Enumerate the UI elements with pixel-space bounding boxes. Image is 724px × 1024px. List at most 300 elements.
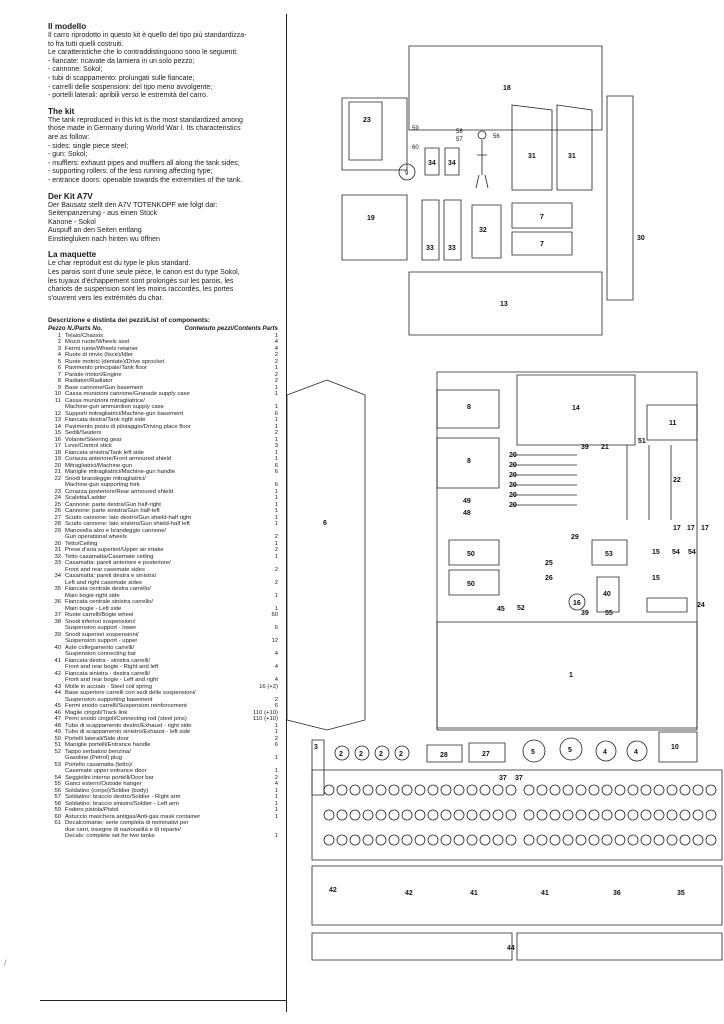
part-description: Paratie motori/Engine bbox=[65, 371, 122, 378]
part-label: 34 bbox=[448, 160, 456, 167]
wheel-outline bbox=[706, 835, 716, 845]
part-description: Suspension connecting bar bbox=[65, 651, 137, 658]
contents-header: Contenuto pezzi/Contents Parts bbox=[184, 325, 278, 333]
part-quantity: 6 bbox=[274, 469, 278, 476]
part-number: 30 bbox=[54, 540, 61, 547]
part-number: 38 bbox=[54, 618, 61, 625]
wheel-outline bbox=[693, 835, 703, 845]
part-description: Fermi ruote/Wheels retainer bbox=[65, 345, 139, 352]
part-label: 29 bbox=[571, 534, 579, 541]
part-label: 41 bbox=[541, 890, 549, 897]
part-description: Gun operational wheels bbox=[65, 534, 127, 541]
wheel-outline bbox=[628, 835, 638, 845]
part-label: 34 bbox=[428, 160, 436, 167]
part-quantity: 4 bbox=[274, 339, 278, 346]
part-number: 22 bbox=[54, 475, 61, 482]
part-number: 9 bbox=[57, 384, 61, 391]
part-description: Manovella alzo e brandeggio cannone/ bbox=[65, 527, 167, 534]
part-number: 34 bbox=[54, 573, 61, 580]
wheel-outline bbox=[350, 835, 360, 845]
part-quantity: 2 bbox=[274, 352, 278, 359]
part-quantity: 1 bbox=[274, 456, 278, 463]
part-description: Molle in acciaio - Steel coil spring bbox=[65, 683, 153, 690]
part-quantity: 2 bbox=[274, 358, 278, 365]
part-quantity: 1 bbox=[274, 755, 278, 762]
part-description: Decalcomanie: serie completa di nominativi per bbox=[65, 820, 189, 827]
wheel-outline bbox=[615, 785, 625, 795]
wheel-outline bbox=[415, 810, 425, 820]
wheel-outline bbox=[480, 835, 490, 845]
part-number: 28 bbox=[54, 521, 61, 528]
wheel-outline bbox=[428, 835, 438, 845]
part-label: 16 bbox=[573, 600, 581, 607]
part-number: 29 bbox=[54, 527, 61, 534]
part-number: 20 bbox=[54, 462, 61, 469]
part-label: 20 bbox=[509, 452, 517, 459]
part-number: 24 bbox=[54, 495, 61, 502]
part-number: 36 bbox=[54, 599, 61, 606]
part-quantity: 1 bbox=[274, 592, 278, 599]
part-label: 21 bbox=[601, 444, 609, 451]
part-number: 7 bbox=[57, 371, 61, 378]
part-description: Fiancata sinistra/Tank left side bbox=[65, 449, 144, 456]
wheel-outline bbox=[376, 785, 386, 795]
part-label: 41 bbox=[470, 890, 478, 897]
part-label: 27 bbox=[482, 751, 490, 758]
part-description: Maniglie portelli/Entrance handle bbox=[65, 742, 151, 749]
wheel-outline bbox=[324, 810, 334, 820]
part-label: 20 bbox=[509, 492, 517, 499]
part-description: Suspension support - lower bbox=[65, 625, 137, 632]
wheel-outline bbox=[324, 835, 334, 845]
wheel-outline bbox=[376, 810, 386, 820]
section-body: Le char reproduit est du type le plus standard. Les parois sont d'une seule pièce, le canon est du type Sokol, les tuyaux d'échappement sont prolongés sur les parois, les chariots de suspension sont les moins raccordés, les portes s'ouvrent vers les extrémités du char. bbox=[48, 260, 240, 302]
part-number: 14 bbox=[54, 423, 61, 430]
part-quantity: 1 bbox=[274, 800, 278, 807]
section-title: The kit bbox=[48, 106, 75, 116]
wheel-outline bbox=[428, 810, 438, 820]
part-number: 26 bbox=[54, 508, 61, 515]
wheel-outline bbox=[654, 835, 664, 845]
wheel-outline bbox=[680, 810, 690, 820]
part-description: Fermi snodo carrelli/Suspension reinforcement bbox=[65, 703, 187, 710]
part-quantity: 2 bbox=[274, 566, 278, 573]
part-quantity: 1 bbox=[274, 488, 278, 495]
part-description: Front and rear casemate sides bbox=[65, 566, 145, 573]
part-description: Fiancata centrale sinistra carrello/ bbox=[65, 599, 154, 606]
bogie-wheels bbox=[324, 785, 716, 845]
bottom-rule bbox=[40, 1000, 286, 1001]
part-label: 59 bbox=[412, 126, 419, 132]
wheel-outline bbox=[506, 810, 516, 820]
part-number: 35 bbox=[54, 586, 61, 593]
part-label: 57 bbox=[456, 137, 463, 143]
wheel-outline bbox=[363, 810, 373, 820]
sheet-3-labels bbox=[314, 744, 685, 952]
part-quantity: 1 bbox=[274, 794, 278, 801]
wheel-outline bbox=[363, 835, 373, 845]
part-number: 54 bbox=[54, 774, 61, 781]
part-number: 49 bbox=[54, 729, 61, 736]
part-description: Main bogie-right side bbox=[65, 592, 120, 599]
part-description: Tubo di scappamento destro/Exhaust - right side bbox=[65, 722, 192, 729]
parts-diagram bbox=[287, 0, 724, 1024]
part-description: Sedili/Seaters bbox=[65, 430, 102, 437]
wheel-outline bbox=[350, 810, 360, 820]
part-quantity: 1 bbox=[274, 787, 278, 794]
wheel-outline bbox=[641, 785, 651, 795]
part-description: Fodero pistola/Pistol bbox=[65, 807, 119, 814]
part-label: 42 bbox=[329, 887, 337, 894]
part-label: 37 bbox=[499, 775, 507, 782]
wheel-outline bbox=[376, 835, 386, 845]
wheel-outline bbox=[550, 810, 560, 820]
wheel-outline bbox=[454, 810, 464, 820]
part-label: 6 bbox=[323, 520, 327, 527]
part-number: 4 bbox=[57, 352, 61, 359]
part-quantity: 60 bbox=[271, 612, 278, 619]
part-number: 18 bbox=[54, 449, 61, 456]
wheel-outline bbox=[506, 835, 516, 845]
part-quantity: 2 bbox=[274, 547, 278, 554]
part-description: Ruote motrici (dentate)/Drive sprocket bbox=[65, 358, 165, 365]
part-quantity: 2 bbox=[274, 774, 278, 781]
part-description: Cannone: parte sinistra/Gun half-left bbox=[65, 508, 160, 515]
part-number: 8 bbox=[57, 378, 61, 385]
wheel-outline bbox=[389, 835, 399, 845]
part-label: 52 bbox=[517, 605, 525, 612]
part-label: 50 bbox=[467, 551, 475, 558]
components-list bbox=[48, 333, 278, 840]
wheel-outline bbox=[563, 810, 573, 820]
part-label: 2 bbox=[359, 751, 363, 758]
wheel-outline bbox=[480, 785, 490, 795]
part-label: 33 bbox=[426, 245, 434, 252]
part-description: Pavimento principale/Tank floor bbox=[65, 365, 147, 372]
margin-mark: / bbox=[4, 958, 7, 968]
part-number: 10 bbox=[54, 391, 61, 398]
part-quantity: 1 bbox=[274, 332, 278, 339]
wheel-outline bbox=[706, 810, 716, 820]
part-number: 50 bbox=[54, 735, 61, 742]
part-label: 48 bbox=[463, 510, 471, 517]
part-label: 55 bbox=[605, 610, 613, 617]
part-quantity: 2 bbox=[274, 579, 278, 586]
part-label: 30 bbox=[637, 235, 645, 242]
part-label: 11 bbox=[669, 420, 677, 427]
part-quantity: 110 (+10) bbox=[253, 709, 278, 716]
part-label: 4 bbox=[634, 749, 638, 756]
part-quantity: 1 bbox=[274, 521, 278, 528]
part-quantity: 1 bbox=[274, 722, 278, 729]
part-label: 20 bbox=[509, 482, 517, 489]
part-quantity: 16 (+2) bbox=[259, 683, 278, 690]
part-label: 20 bbox=[509, 472, 517, 479]
part-number: 2 bbox=[57, 339, 61, 346]
part-description: Corazza posteriore/Rear armoured shield bbox=[65, 488, 174, 495]
components-subheading bbox=[48, 325, 278, 333]
part-description: Portello casamatta (tetto)/ bbox=[65, 761, 133, 768]
part-label: 36 bbox=[613, 890, 621, 897]
part-label: 28 bbox=[440, 752, 448, 759]
wheel-outline bbox=[654, 785, 664, 795]
part-number: 32 bbox=[54, 553, 61, 560]
part-description: Cannone: parte destra/Gun half-right bbox=[65, 501, 161, 508]
wheel-outline bbox=[493, 835, 503, 845]
part-label: 17 bbox=[687, 525, 695, 532]
part-description: Corazza anteriore/Front armoured shield bbox=[65, 456, 172, 463]
part-description: due carri, insegne di nazionalità e di reparto/ bbox=[65, 826, 181, 833]
wheel-outline bbox=[550, 785, 560, 795]
part-label: 7 bbox=[540, 214, 544, 221]
wheel-outline bbox=[615, 835, 625, 845]
wheel-outline bbox=[589, 810, 599, 820]
part-label: 8 bbox=[467, 404, 471, 411]
part-label: 51 bbox=[638, 438, 646, 445]
part-number: 6 bbox=[57, 365, 61, 372]
part-description: Front and rear bogie - Left and right bbox=[65, 677, 158, 684]
part-quantity: 110 (+10) bbox=[253, 716, 278, 723]
part-description: Perni snodo cingoli/Connecting rod (steel pins) bbox=[65, 716, 187, 723]
wheel-outline bbox=[467, 810, 477, 820]
sheet-1-labels bbox=[363, 85, 645, 308]
part-number: 40 bbox=[54, 644, 61, 651]
part-number: 17 bbox=[54, 443, 61, 450]
part-number: 13 bbox=[54, 417, 61, 424]
part-number: 33 bbox=[54, 560, 61, 567]
wheel-outline bbox=[524, 835, 534, 845]
part-number: 59 bbox=[54, 807, 61, 814]
wheel-outline bbox=[524, 785, 534, 795]
part-description: Soldatino: braccio destro/Soldier - Right arm bbox=[65, 794, 181, 801]
part-description: Maglie cingoli/Track link bbox=[65, 709, 128, 716]
wheel-outline bbox=[667, 785, 677, 795]
part-quantity: 1 bbox=[274, 365, 278, 372]
part-quantity: 1 bbox=[274, 605, 278, 612]
part-label: 1 bbox=[569, 672, 573, 679]
wheel-outline bbox=[441, 785, 451, 795]
part-description: Cassa munizioni mitragliatrice/ bbox=[65, 397, 145, 404]
part-number: 37 bbox=[54, 612, 61, 619]
part-description: Tetto/Ceiling bbox=[65, 540, 98, 547]
part-number: 23 bbox=[54, 488, 61, 495]
wheel-outline bbox=[667, 810, 677, 820]
wheel-outline bbox=[402, 785, 412, 795]
part-label: 54 bbox=[688, 549, 696, 556]
part-number: 11 bbox=[54, 397, 61, 404]
part-number: 5 bbox=[57, 358, 61, 365]
part-description: Ganci esterni/Outside hanger bbox=[65, 781, 142, 788]
part-label: 39 bbox=[581, 610, 589, 617]
part-label: 42 bbox=[405, 890, 413, 897]
part-number: 27 bbox=[54, 514, 61, 521]
part-label: 10 bbox=[671, 744, 679, 751]
section-body: The tank reproduced in this kit is the most standardized among those made in Germany during World War I. Its characteristics are as follow: - sides: single piece steel; - gun: Sokol; - mufflers: exhaust pipes and mufflers all along the tank sides; - supporting rollers: of the less running affecting type; - entrance doors: openable towards the extremities of the tank. bbox=[48, 116, 243, 184]
wheel-outline bbox=[706, 785, 716, 795]
section-title: Il modello bbox=[48, 22, 87, 31]
part-description: Snodi inferiori sospensioni/ bbox=[65, 618, 136, 625]
part-description: Left and right casemate sides bbox=[65, 579, 142, 586]
part-number: 41 bbox=[54, 657, 61, 664]
part-number: 55 bbox=[54, 781, 61, 788]
wheel-outline bbox=[563, 785, 573, 795]
part-quantity: 4 bbox=[274, 651, 278, 658]
part-label: 9 bbox=[405, 171, 409, 177]
part-label: 45 bbox=[497, 606, 505, 613]
part-description: Telaio/Chassis bbox=[65, 332, 103, 339]
part-description: Suspension support - upper bbox=[65, 638, 138, 645]
part-description: Mitragliatrici/Machine-gun bbox=[65, 462, 133, 469]
section-title: Der Kit A7V bbox=[48, 191, 93, 201]
part-description: Main bogie - Left side bbox=[65, 605, 122, 612]
wheel-outline bbox=[602, 835, 612, 845]
wheel-outline bbox=[493, 810, 503, 820]
part-label: 58 bbox=[456, 129, 463, 135]
part-label: 53 bbox=[605, 551, 613, 558]
part-quantity: 4 bbox=[274, 664, 278, 671]
part-label: 2 bbox=[399, 751, 403, 758]
part-quantity: 2 bbox=[274, 371, 278, 378]
part-label: 5 bbox=[568, 747, 572, 754]
part-description: Base superiore carrelli con sedi delle sospensioni/ bbox=[65, 690, 196, 697]
part-number bbox=[48, 833, 65, 840]
wheel-outline bbox=[576, 810, 586, 820]
part-description: Fiancata destra/Tank right side bbox=[65, 417, 146, 424]
part-number: 52 bbox=[54, 748, 61, 755]
description-sections bbox=[48, 22, 278, 303]
part-label: 56 bbox=[493, 134, 500, 140]
part-label: 7 bbox=[540, 241, 544, 248]
part-description: Casamatta: pareti destra e sinistra/ bbox=[65, 573, 157, 580]
part-label: 5 bbox=[531, 749, 535, 756]
part-number: 44 bbox=[54, 690, 61, 697]
part-description: Fiancata centrale destra carrello/ bbox=[65, 586, 151, 593]
wheel-outline bbox=[680, 835, 690, 845]
part-description: Tetto casamatta/Casemate ceiling bbox=[65, 553, 154, 560]
part-number: 48 bbox=[54, 722, 61, 729]
part-description: Cassa munizioni cannone/Granade supply case bbox=[65, 391, 190, 398]
part-number: 21 bbox=[54, 469, 61, 476]
part-label: 49 bbox=[463, 498, 471, 505]
part-label: 54 bbox=[672, 549, 680, 556]
part-label: 18 bbox=[503, 85, 511, 92]
sheet-1-outlines bbox=[342, 46, 633, 335]
wheel-outline bbox=[667, 835, 677, 845]
part-description: Leve/Control stick bbox=[65, 443, 112, 450]
wheel-outline bbox=[576, 785, 586, 795]
part-quantity: 1 bbox=[274, 423, 278, 430]
part-number: 61 bbox=[54, 820, 61, 827]
part-quantity: 6 bbox=[274, 742, 278, 749]
part-label: 15 bbox=[652, 549, 660, 556]
wheel-outline bbox=[467, 785, 477, 795]
part-description: Soldatino: braccio sinistro/Soldier - Left arm bbox=[65, 800, 179, 807]
part-number: 16 bbox=[54, 436, 61, 443]
part-description: Ruote carrelli/Bogie wheel bbox=[65, 612, 134, 619]
part-description: Scaletta/Ladder bbox=[65, 495, 107, 502]
wheel-outline bbox=[563, 835, 573, 845]
section-body: Il carro riprodotto in questo kit è quello del tipo più standardizza- to fra tutti quelli costruiti. Le caratteristiche che lo contraddistinguono sono le seguenti: - fiancate: ricavate da lamiera in un solo pezzo; - cannone: Sokol; - tubi di scappamento: prolungati sulle fiancate; - carrelli delle sospensioni: del tipo meno avvolgente; - portelli laterali: apribili verso le estremità del carro. bbox=[48, 32, 247, 100]
wheel-outline bbox=[602, 810, 612, 820]
wheel-outline bbox=[389, 785, 399, 795]
part-label: 3 bbox=[314, 744, 318, 751]
wheel-outline bbox=[628, 810, 638, 820]
part-quantity: 4 bbox=[274, 677, 278, 684]
part-description: Portelli laterali/Side door bbox=[65, 735, 129, 742]
part-label: 31 bbox=[568, 153, 576, 160]
component-row bbox=[48, 833, 278, 840]
part-quantity: 2 bbox=[274, 735, 278, 742]
part-description: Snodi brandeggio mitragliatrici/ bbox=[65, 475, 146, 482]
wheel-outline bbox=[576, 835, 586, 845]
part-quantity: 2 bbox=[274, 534, 278, 541]
section-body: Der Bausatz stellt den A7V TOTENKOPF wie folgt dar: Seitenpanzerung - aus einen Stück Kanone - Sokol Auspuff an den Seiten entlang Einstiegluken nach hinten wu öffnen bbox=[48, 201, 218, 243]
part-quantity: 1 bbox=[274, 553, 278, 560]
part-label: 26 bbox=[545, 575, 553, 582]
wheel-outline bbox=[537, 835, 547, 845]
part-label: 39 bbox=[581, 444, 589, 451]
part-quantity: 6 bbox=[274, 462, 278, 469]
wheel-outline bbox=[428, 785, 438, 795]
part-number: 42 bbox=[54, 670, 61, 677]
part-number: 3 bbox=[57, 345, 61, 352]
part-description: Tubo di scappamento sinistro/Exhaust - left side bbox=[65, 729, 191, 736]
part-description: Scudo cannone: lato sinistro/Gun shield-half left bbox=[65, 521, 190, 528]
part-label: 35 bbox=[677, 890, 685, 897]
part-number: 12 bbox=[54, 410, 61, 417]
wheel-outline bbox=[550, 835, 560, 845]
part-quantity: 1 bbox=[274, 391, 278, 398]
wheel-outline bbox=[641, 835, 651, 845]
part-label: 44 bbox=[507, 945, 515, 952]
part-label: 33 bbox=[448, 245, 456, 252]
components-heading: Descrizione e distinta dei pezzi/List of components: bbox=[48, 317, 210, 325]
part-number: 57 bbox=[54, 794, 61, 801]
part-label: 22 bbox=[673, 477, 681, 484]
wheel-outline bbox=[402, 835, 412, 845]
wheel-outline bbox=[467, 835, 477, 845]
part-quantity: 1 bbox=[274, 813, 278, 820]
part-description: Suspension supporting basement bbox=[65, 696, 153, 703]
part-quantity: 1 bbox=[274, 417, 278, 424]
part-description: Fiancata destra - sinistra carrelli/ bbox=[65, 657, 151, 664]
part-label: 32 bbox=[479, 227, 487, 234]
part-quantity: 1 bbox=[274, 768, 278, 775]
part-number: 19 bbox=[54, 456, 61, 463]
part-quantity: 1 bbox=[274, 508, 278, 515]
wheel-outline bbox=[415, 785, 425, 795]
part-quantity: 1 bbox=[274, 729, 278, 736]
wheel-outline bbox=[615, 810, 625, 820]
wheel-outline bbox=[537, 785, 547, 795]
part-quantity: 4 bbox=[274, 345, 278, 352]
wheel-outline bbox=[324, 785, 334, 795]
part-label: 50 bbox=[467, 581, 475, 588]
part-label: 23 bbox=[363, 117, 371, 124]
part-description: Fiancata sinistra - destra carrelli/ bbox=[65, 670, 151, 677]
wheel-outline bbox=[537, 810, 547, 820]
part-label: 24 bbox=[697, 602, 705, 609]
wheel-outline bbox=[402, 810, 412, 820]
part-description: Pavimento posto di pilotaggio/Driving place floor bbox=[65, 423, 191, 430]
part-description: Mozzi ruote/Wheels axel bbox=[65, 339, 130, 346]
part-description: Astuccio maschera antigas/Anti-gas mask container bbox=[65, 813, 201, 820]
part-quantity: 6 bbox=[274, 625, 278, 632]
part-number: 58 bbox=[54, 800, 61, 807]
part-description: Volante/Steering gear bbox=[65, 436, 122, 443]
part-quantity: 2 bbox=[274, 696, 278, 703]
part-quantity: 1 bbox=[274, 833, 278, 840]
